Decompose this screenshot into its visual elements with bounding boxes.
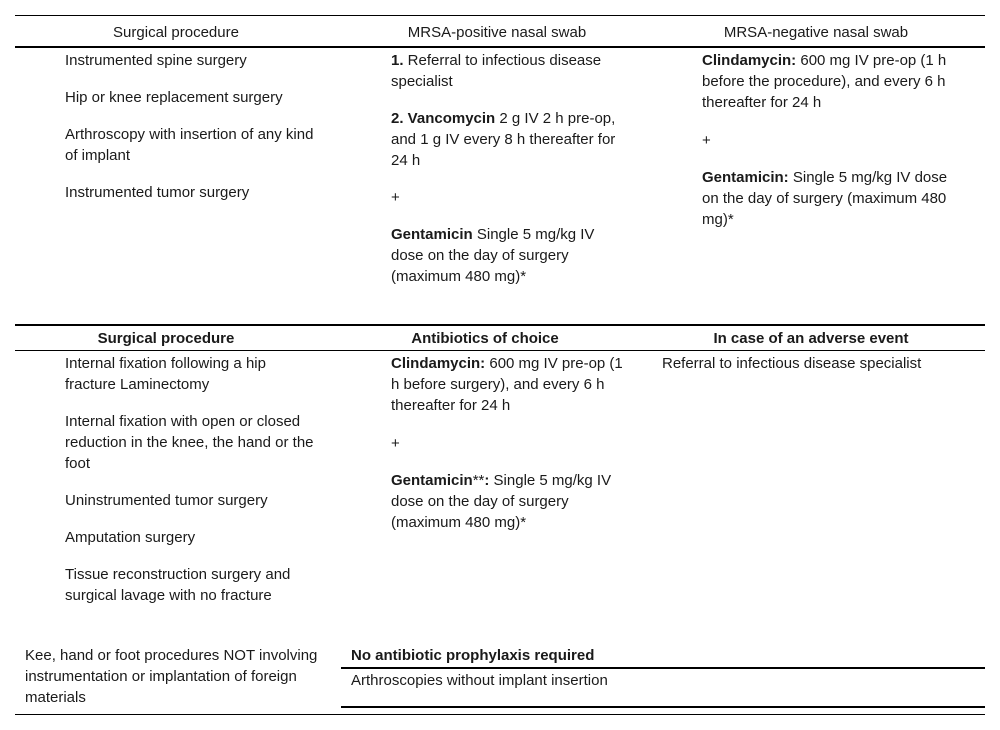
table1-mrsa-positive-cell bbox=[391, 50, 619, 303]
vancomycin-dose: 2. Vancomycin 2 g IV 2 h pre-op, and 1 g IV every 8 h thereafter for 24 h bbox=[391, 110, 616, 169]
table3-header-rule bbox=[341, 667, 985, 669]
table2-top-rule bbox=[15, 324, 985, 326]
table1-procedure-list bbox=[65, 50, 315, 219]
list-item: Instrumented spine surgery bbox=[65, 52, 247, 69]
gentamicin-dose: Gentamicin Single 5 mg/kg IV dose on the day of surgery (maximum 480 mg)* bbox=[391, 226, 595, 285]
list-item: Arthroscopy with insertion of any kind of implant bbox=[65, 126, 314, 164]
table1-header-procedure: Surgical procedure bbox=[113, 24, 239, 41]
table3-inner-bottom-rule bbox=[341, 706, 985, 708]
table2-adverse-event-cell: Referral to infectious disease specialist bbox=[662, 355, 922, 372]
table2-header-adverse-event: In case of an adverse event bbox=[713, 330, 909, 347]
plus-sign: + bbox=[391, 189, 400, 206]
table1-header-rule bbox=[15, 46, 985, 48]
table2-header-antibiotics: Antibiotics of choice bbox=[411, 330, 559, 347]
list-item: Internal fixation with open or closed reduction in the knee, the hand or the foot bbox=[65, 413, 314, 472]
list-item: Tissue reconstruction surgery and surgical lavage with no fracture bbox=[65, 566, 291, 604]
table1-mrsa-negative-cell bbox=[702, 50, 954, 246]
gentamicin-dose: Gentamicin**: Single 5 mg/kg IV dose on the day of surgery (maximum 480 mg)* bbox=[391, 472, 612, 531]
list-item: Amputation surgery bbox=[65, 529, 196, 546]
plus-sign: + bbox=[391, 435, 400, 452]
table2-header-rule bbox=[15, 350, 985, 351]
table3-row: Arthroscopies without implant insertion bbox=[351, 672, 608, 689]
table2-antibiotics-cell bbox=[391, 353, 627, 549]
table3-header: No antibiotic prophylaxis required bbox=[351, 647, 595, 664]
clindamycin-dose: Clindamycin: 600 mg IV pre-op (1 h before the procedure), and every 6 h thereafter for 24 h bbox=[702, 52, 947, 111]
list-item: Uninstrumented tumor surgery bbox=[65, 492, 268, 509]
table3-bottom-rule bbox=[15, 714, 985, 715]
list-item: Hip or knee replacement surgery bbox=[65, 89, 283, 106]
table2-procedure-list bbox=[65, 353, 315, 622]
table3-procedure-text: Kee, hand or foot procedures NOT involving instrumentation or implantation of foreign materials bbox=[25, 647, 318, 706]
table1-header-mrsa-positive: MRSA-positive nasal swab bbox=[407, 24, 587, 41]
table1-top-rule bbox=[15, 15, 985, 16]
referral-line: 1. Referral to infectious disease specialist bbox=[391, 52, 602, 90]
table2-header-procedure: Surgical procedure bbox=[97, 330, 235, 347]
list-item: Internal fixation following a hip fracture Laminectomy bbox=[65, 355, 266, 393]
table1-header-mrsa-negative: MRSA-negative nasal swab bbox=[723, 24, 909, 41]
plus-sign: + bbox=[702, 132, 711, 149]
clindamycin-dose: Clindamycin: 600 mg IV pre-op (1 h before surgery), and every 6 h thereafter for 24 h bbox=[391, 355, 623, 414]
gentamicin-dose: Gentamicin: Single 5 mg/kg IV dose on the day of surgery (maximum 480 mg)* bbox=[702, 169, 948, 228]
list-item: Instrumented tumor surgery bbox=[65, 184, 250, 201]
